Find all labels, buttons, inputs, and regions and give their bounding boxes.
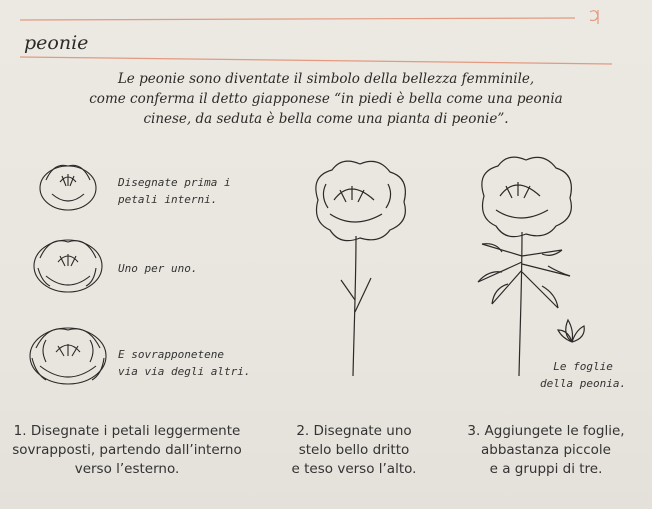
caption-line: stelo bello dritto [298, 442, 410, 458]
corner-logo-icon [590, 10, 598, 24]
label-line: Disegnate prima i [118, 176, 231, 189]
caption-line: 3. Aggiungete le foglie, [467, 423, 625, 439]
top-rule [20, 18, 575, 20]
label-line: petali interni. [118, 193, 218, 206]
petal-label-3 [118, 346, 250, 380]
caption-line: e teso verso l’alto. [291, 461, 417, 477]
quote-line: Le peonie sono diventate il simbolo della bellezza femminile, [117, 71, 535, 87]
flower-with-stem [316, 161, 406, 376]
leaf-label [540, 358, 626, 392]
flower-with-leaves [478, 157, 584, 376]
caption-line: e a gruppi di tre. [489, 461, 603, 477]
label-line: E sovrapponetene [118, 348, 224, 361]
caption-step-2 [270, 422, 438, 479]
label-line: Uno per uno. [118, 262, 198, 275]
petal-label-2 [118, 260, 197, 277]
leaf-sample [558, 320, 584, 342]
bud-step-1 [40, 165, 96, 210]
label-line: della peonia. [540, 377, 627, 390]
caption-line: abbastanza piccole [481, 442, 611, 458]
caption-line: 1. Disegnate i petali leggermente [13, 423, 241, 439]
page-title: peonie [24, 32, 89, 54]
caption-step-3 [448, 422, 644, 479]
caption-line: sovrapposti, partendo dall’interno [12, 442, 242, 458]
label-line: via via degli altri. [118, 365, 251, 378]
title-rule [20, 57, 612, 64]
bud-step-3 [30, 328, 106, 384]
quote-line: cinese, da seduta è bella come una pianta di peonie”. [143, 111, 509, 127]
caption-line: verso l’esterno. [74, 461, 180, 477]
bud-step-2 [34, 240, 102, 292]
quote [0, 69, 652, 129]
label-line: Le foglie [553, 360, 613, 373]
quote-line: come conferma il detto giapponese “in piedi è bella come una peonia [89, 91, 563, 107]
caption-step-1 [4, 422, 250, 479]
petal-label-1 [118, 174, 231, 208]
caption-line: 2. Disegnate uno [296, 423, 412, 439]
